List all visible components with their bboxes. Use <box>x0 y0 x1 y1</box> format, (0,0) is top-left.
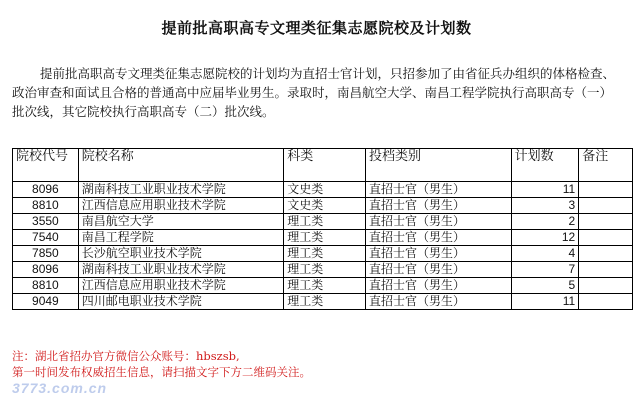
cell-code: 9049 <box>13 294 79 310</box>
cell-type: 直招士官（男生） <box>365 182 511 198</box>
cell-remark <box>579 214 633 230</box>
cell-code: 8810 <box>13 198 79 214</box>
header-code: 院校代号 <box>13 149 79 182</box>
cell-name: 南昌工程学院 <box>78 230 284 246</box>
footnote <box>12 348 622 380</box>
cell-category: 理工类 <box>284 246 366 262</box>
cell-count: 12 <box>511 230 579 246</box>
cell-name: 南昌航空大学 <box>78 214 284 230</box>
cell-remark <box>579 182 633 198</box>
table-row <box>13 262 633 278</box>
cell-count: 11 <box>511 182 579 198</box>
cell-category: 理工类 <box>284 214 366 230</box>
header-name: 院校名称 <box>78 149 284 182</box>
cell-count: 7 <box>511 262 579 278</box>
table-header-row <box>13 149 633 182</box>
cell-remark <box>579 198 633 214</box>
table-row <box>13 294 633 310</box>
cell-count: 4 <box>511 246 579 262</box>
cell-type: 直招士官（男生） <box>365 230 511 246</box>
cell-type: 直招士官（男生） <box>365 262 511 278</box>
table-row <box>13 214 633 230</box>
cell-category: 文史类 <box>284 198 366 214</box>
cell-type: 直招士官（男生） <box>365 294 511 310</box>
footnote-line-scan: 第一时间发布权威招生信息，请扫描文字下方二维码关注。 <box>12 365 311 379</box>
cell-count: 3 <box>511 198 579 214</box>
table-row <box>13 230 633 246</box>
table-row <box>13 198 633 214</box>
cell-code: 3550 <box>13 214 79 230</box>
cell-code: 8096 <box>13 262 79 278</box>
cell-count: 2 <box>511 214 579 230</box>
header-type: 投档类别 <box>365 149 511 182</box>
cell-code: 8810 <box>13 278 79 294</box>
page-title: 提前批高职高专文理类征集志愿院校及计划数 <box>161 19 472 37</box>
cell-remark <box>579 262 633 278</box>
cell-count: 11 <box>511 294 579 310</box>
cell-count: 5 <box>511 278 579 294</box>
table-row <box>13 278 633 294</box>
cell-remark <box>579 278 633 294</box>
cell-remark <box>579 246 633 262</box>
cell-category: 文史类 <box>284 182 366 198</box>
header-remark: 备注 <box>579 149 633 182</box>
plan-table <box>12 148 633 310</box>
table-row <box>13 182 633 198</box>
cell-type: 直招士官（男生） <box>365 246 511 262</box>
cell-type: 直招士官（男生） <box>365 278 511 294</box>
cell-name: 江西信息应用职业技术学院 <box>78 198 284 214</box>
table-row <box>13 246 633 262</box>
header-category: 科类 <box>284 149 366 182</box>
cell-code: 7850 <box>13 246 79 262</box>
footnote-line-wechat: 注：湖北省招办官方微信公众账号：hbszsb, <box>12 349 240 363</box>
cell-name: 四川邮电职业技术学院 <box>78 294 284 310</box>
header-count: 计划数 <box>511 149 579 182</box>
cell-category: 理工类 <box>284 262 366 278</box>
cell-remark <box>579 294 633 310</box>
cell-category: 理工类 <box>284 278 366 294</box>
cell-remark <box>579 230 633 246</box>
cell-type: 直招士官（男生） <box>365 214 511 230</box>
cell-name: 湖南科技工业职业技术学院 <box>78 262 284 278</box>
cell-type: 直招士官（男生） <box>365 198 511 214</box>
site-watermark: 3773.com.cn <box>12 380 108 396</box>
cell-name: 长沙航空职业技术学院 <box>78 246 284 262</box>
cell-code: 7540 <box>13 230 79 246</box>
cell-category: 理工类 <box>284 294 366 310</box>
cell-name: 湖南科技工业职业技术学院 <box>78 182 284 198</box>
cell-code: 8096 <box>13 182 79 198</box>
cell-name: 江西信息应用职业技术学院 <box>78 278 284 294</box>
intro-paragraph: 提前批高职高专文理类征集志愿院校的计划均为直招士官计划，只招参加了由省征兵办组织的体格检查、政治审查和面试且合格的普通高中应届毕业男生。录取时，南昌航空大学、南昌工程学院执行高职高专（一）批次线，其它院校执行高职高专（二）批次线。 <box>12 66 616 119</box>
cell-category: 理工类 <box>284 230 366 246</box>
